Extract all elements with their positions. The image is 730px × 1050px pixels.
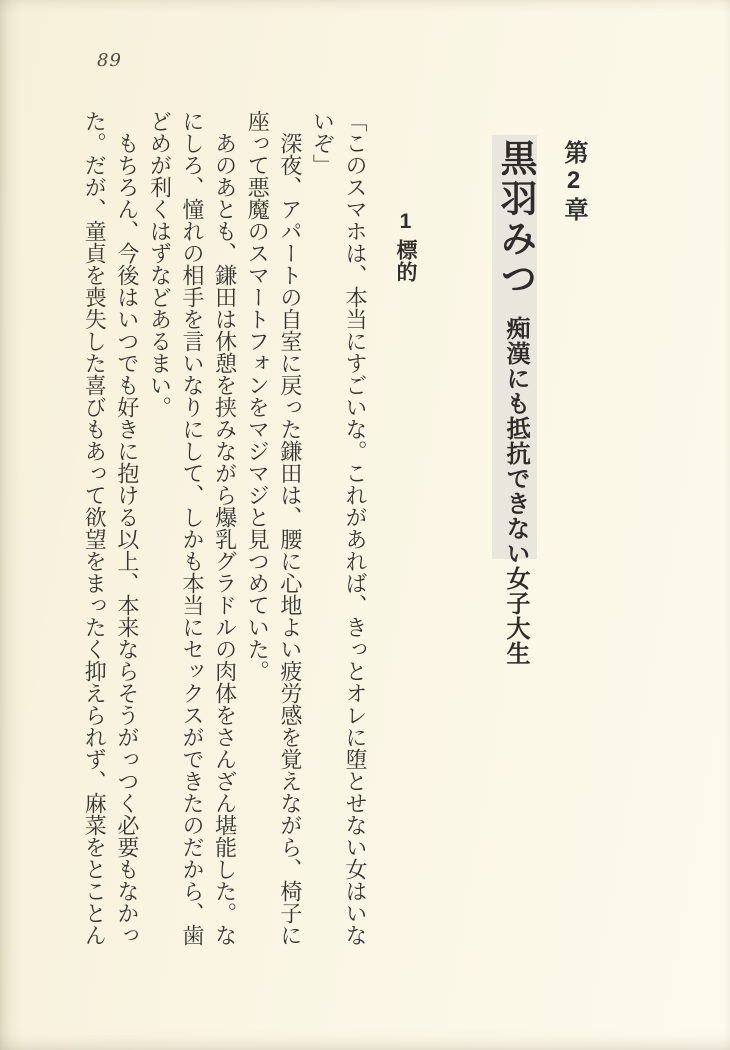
body-paragraph: 「このスマホは、本当にすごいな。これがあれば、きっとオレに堕とせない女はいないぞ」 (310, 110, 368, 946)
section-number: 1 (394, 210, 417, 234)
body-paragraph: もちろん、今後はいつでも好きに抱ける以上、本来ならそうがっつく必要もなかった。だが、童貞を喪失した喜びもあって欲望をまったく抑えられず、麻菜をとことん (82, 110, 140, 946)
body-paragraph: あのあとも、鎌田は休憩を挟みながら爆乳グラドルの肉体をさんざん堪能した。なにしろ、憧れの相手を言いなりにして、しかも本当にセックスができたのだから、歯どめが利くはずなどあるまい。 (147, 110, 238, 946)
chapter-title (492, 139, 538, 666)
section-heading (390, 210, 420, 283)
chapter-number: 第2章 (560, 140, 587, 224)
body-text (77, 110, 371, 950)
chapter-title-main: 黒羽みつ (495, 139, 536, 299)
body-paragraph: 深夜、アパートの自室に戻った鎌田は、腰に心地よい疲労感を覚えながら、椅子に座って悪魔のスマートフォンをマジマジと見つめていた。 (245, 110, 303, 946)
chapter-subtitle: 痴漢にも抵抗できない女子大生 (502, 316, 528, 666)
section-title: 標的 (394, 239, 417, 283)
page-number: 89 (97, 50, 122, 71)
